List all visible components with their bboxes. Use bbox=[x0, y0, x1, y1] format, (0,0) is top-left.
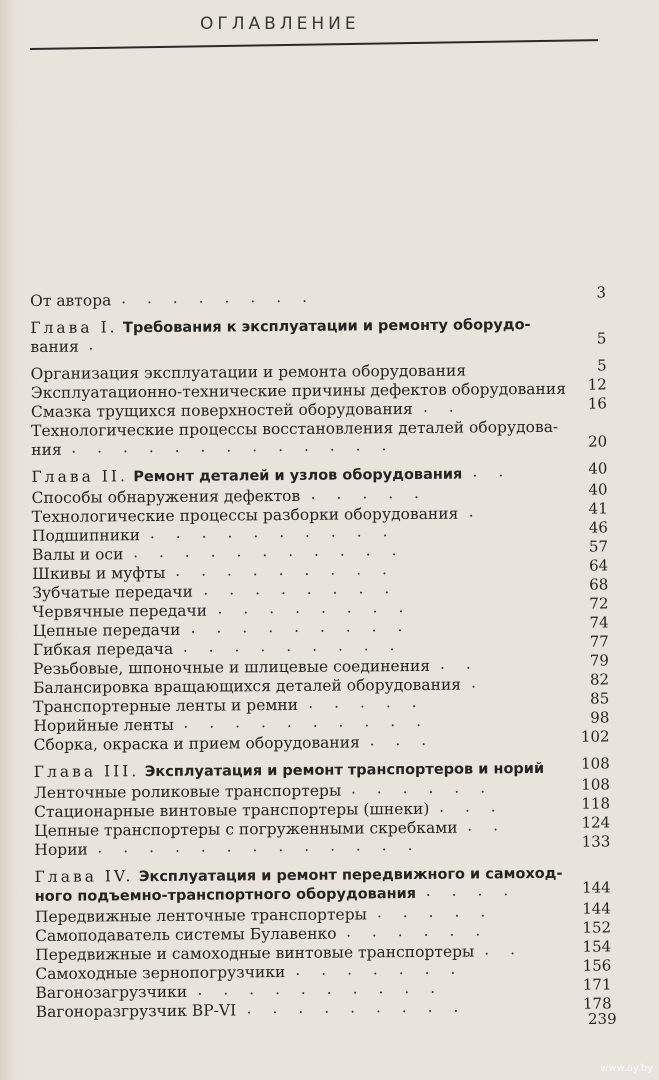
leader-dots: . . . . . . bbox=[350, 778, 494, 798]
leader-dots: . . . . . . . . . . bbox=[183, 711, 430, 732]
toc-page-number: 79 bbox=[589, 651, 609, 670]
toc-page-number: 68 bbox=[589, 575, 609, 594]
leader-dots: . bbox=[471, 673, 485, 692]
page-number: 239 bbox=[588, 1010, 617, 1028]
toc-entry-title: Шкивы и муфты bbox=[32, 563, 166, 583]
toc-entry-title: Норийные ленты bbox=[33, 715, 174, 735]
toc-page-number: 156 bbox=[582, 956, 612, 975]
leader-dots: . . bbox=[439, 654, 479, 673]
leader-dots: . . . . . . . . . bbox=[246, 997, 467, 1018]
toc-entry-title: Сборка, окраска и прием оборудования bbox=[33, 733, 360, 754]
toc-entry-title: Червячные передачи bbox=[32, 601, 208, 621]
chapter-name: Эксплуатация и ремонт передвижного и самоход- bbox=[138, 865, 563, 886]
toc-entry-title: Валы и оси bbox=[31, 545, 124, 564]
leader-dots: . . . . . . . . . . . . . bbox=[71, 436, 395, 457]
toc-page-number: 3 bbox=[596, 283, 607, 302]
toc-entry-title: Эксплуатационно-технические причины дефектов оборудования bbox=[30, 379, 567, 402]
toc-page-number: 82 bbox=[589, 670, 610, 689]
toc-entry-title: Гибкая передача bbox=[32, 639, 174, 659]
toc-entry bbox=[35, 994, 612, 1022]
leader-dots: . bbox=[468, 502, 482, 521]
leader-dots: . . . bbox=[369, 730, 435, 750]
toc-entry-title: Стационарные винтовые транспортеры (шнеки) bbox=[34, 799, 430, 821]
toc-entry-title: Смазка трущихся поверхностей оборудования bbox=[30, 399, 413, 421]
chapter-label: Глава II. bbox=[31, 467, 128, 486]
toc-entry-title: От автора bbox=[30, 291, 112, 310]
leader-dots: . . . . . . bbox=[345, 921, 489, 941]
toc-page-number: 5 bbox=[596, 329, 607, 348]
toc-page-number: 102 bbox=[580, 727, 610, 746]
leader-dots: . . . . . . . . . . . . . bbox=[97, 835, 421, 857]
chapter-title-continued bbox=[35, 884, 417, 907]
chapter-name: Требования к эксплуатации и ремонту оборудо- bbox=[122, 317, 531, 337]
toc-entry-title: Вагоноразгрузчик ВР-VI bbox=[35, 1001, 237, 1021]
toc-entry-title: Самоходные зернопогрузчики bbox=[35, 963, 286, 983]
toc-entry-title: Подшипники bbox=[31, 526, 141, 545]
leader-dots: . . bbox=[467, 816, 507, 835]
toc-entry-title: Организация эксплуатации и ремонта оборудования bbox=[30, 361, 467, 383]
leader-dots: . . . . . bbox=[308, 692, 425, 712]
leader-dots: . . bbox=[422, 397, 462, 416]
toc-page-number: 152 bbox=[582, 918, 612, 937]
toc-page-number: 144 bbox=[581, 878, 611, 897]
toc-page-number: 57 bbox=[588, 537, 609, 556]
leader-dots: . . . . . . . . . . bbox=[197, 978, 444, 999]
leader-dots: . . . . . . . . . bbox=[190, 617, 411, 637]
toc-entry-title: Вагонозагрузчики bbox=[35, 982, 188, 1002]
toc-page-number: 118 bbox=[581, 794, 611, 813]
toc-entry-title: Цепные передачи bbox=[32, 620, 181, 640]
toc-page-number: 40 bbox=[588, 480, 608, 499]
chapter-name: ного подъемно-транспортного оборудования bbox=[34, 885, 417, 905]
leader-dots: . . bbox=[484, 940, 524, 959]
leader-dots: . . . . bbox=[425, 881, 517, 900]
toc-page-number: 133 bbox=[581, 832, 611, 851]
chapter-label: Глава I. bbox=[30, 318, 118, 337]
toc-page-number: 5 bbox=[596, 356, 607, 375]
leader-dots: . . . bbox=[438, 797, 504, 816]
leader-dots: . bbox=[88, 335, 102, 354]
leader-dots: . . . . . . . . bbox=[120, 287, 316, 308]
toc-entry-title: Ленточные роликовые транспортеры bbox=[33, 781, 342, 802]
toc-entry-title: Самоподаватель системы Булавенко bbox=[34, 924, 337, 945]
toc-entry-title: Транспортерные ленты и ремни bbox=[33, 695, 299, 716]
toc-page-number: 178 bbox=[582, 994, 612, 1013]
leader-dots: . . bbox=[472, 462, 512, 481]
toc-entry-title: Балансировка вращающихся деталей оборудования bbox=[33, 675, 462, 697]
leader-dots: . . . . . . . . . bbox=[175, 560, 396, 580]
toc-page-number: 124 bbox=[581, 813, 611, 832]
toc-entry-title: Нории bbox=[34, 840, 88, 859]
toc-page-number: 46 bbox=[588, 518, 608, 537]
leader-dots: . . . . . bbox=[310, 483, 428, 503]
toc-entry-title: Передвижные ленточные транспортеры bbox=[34, 905, 368, 926]
watermark: www.ay.by bbox=[600, 1063, 653, 1074]
toc-page-number: 12 bbox=[587, 375, 607, 394]
toc-entry-continued: вания bbox=[30, 337, 79, 356]
toc-entry-title: Резьбовые, шпоночные и шлицевые соединения bbox=[32, 656, 431, 678]
toc-page-number: 74 bbox=[589, 613, 609, 632]
toc-entry-title: Зубчатые передачи bbox=[32, 582, 194, 602]
leader-dots: . . . . . bbox=[376, 902, 494, 922]
toc-page-number: 144 bbox=[582, 899, 611, 918]
toc-page-number: 41 bbox=[588, 499, 608, 518]
page-title: ОГЛАВЛЕНИЕ bbox=[200, 14, 360, 34]
chapter-label: Глава III. bbox=[33, 762, 140, 781]
toc-page-number: 108 bbox=[581, 754, 610, 773]
chapter-name: Эксплуатация и ремонт транспортеров и норий bbox=[144, 760, 545, 781]
leader-dots: . . . . . . . . . bbox=[182, 636, 403, 656]
table-of-contents bbox=[30, 283, 612, 1022]
toc-entry-title: Технологические процессы восстановления деталей оборудова- bbox=[31, 417, 559, 440]
toc-entry-title: Цепные транспортеры с погруженными скребками bbox=[34, 818, 458, 840]
toc-page-number: 16 bbox=[587, 394, 607, 413]
toc-entry-title: Передвижные и самоходные винтовые транспортеры bbox=[35, 942, 475, 964]
toc-entry-title: Способы обнаружения дефектов bbox=[31, 486, 301, 507]
toc-chapter-heading bbox=[33, 754, 610, 782]
leader-dots: . . . . . . . . bbox=[217, 598, 412, 618]
toc-page-number: 77 bbox=[589, 632, 609, 651]
leader-dots: . . . . . . . bbox=[295, 959, 464, 979]
toc-page-number: 40 bbox=[588, 459, 608, 478]
toc-page-number: 108 bbox=[581, 775, 610, 794]
toc-page-number: 72 bbox=[589, 594, 609, 613]
leader-dots: . . . . . . . . . . . bbox=[132, 541, 405, 562]
toc-entry-title: Технологические процессы разборки оборудования bbox=[31, 504, 459, 526]
chapter-label: Глава IV. bbox=[34, 867, 134, 886]
leader-dots: . . . . . . . . bbox=[203, 579, 398, 599]
chapter-name: Ремонт деталей и узлов оборудования bbox=[133, 466, 463, 486]
toc-page-number: 98 bbox=[590, 708, 610, 727]
toc-page-number: 85 bbox=[590, 689, 610, 708]
toc-entry-continued: ния bbox=[31, 440, 62, 459]
toc-page-number: 171 bbox=[582, 975, 612, 994]
leader-dots: . . . . . . . . . . bbox=[149, 522, 396, 543]
toc-page-number: 154 bbox=[582, 937, 612, 956]
header-rule bbox=[30, 39, 598, 50]
toc-page-number: 64 bbox=[589, 556, 609, 575]
toc-page-number: 20 bbox=[588, 432, 608, 451]
